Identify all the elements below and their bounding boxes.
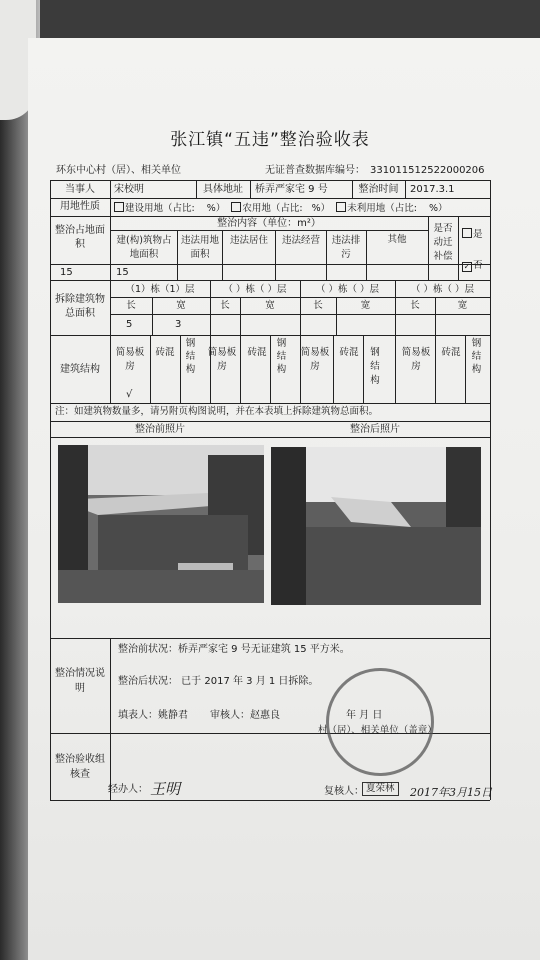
check-label: 整治验收组核查 [55,754,105,780]
rule [210,280,211,403]
width-head: 宽 [457,300,468,311]
checkbox-icon [114,202,124,212]
col-illegal-business: 违法经营 [281,235,320,246]
checkbox-icon [336,202,346,212]
width-head: 宽 [360,300,371,311]
struct-steel: 钢结构 [276,338,287,375]
relocate-yes: 是 [462,228,483,241]
relocate-no: ✓ 否 [463,260,483,271]
struct-simple: 简易板房 [207,347,237,372]
building-area-value: 15 [116,267,129,278]
photo-before [58,445,264,603]
rule [180,335,181,403]
length-head: 长 [126,300,136,311]
check-mark: √ [126,389,133,400]
struct-brick: 砖混 [339,347,359,358]
address-label: 具体地址 [203,184,243,195]
width-head: 宽 [176,300,186,311]
rule [50,421,490,422]
struct-simple: 简易板房 [300,347,330,372]
seal-date: 年 月 日 [346,710,383,721]
rule [250,180,251,198]
db-number-label: 无证普查数据库编号： [265,165,365,176]
rule [50,264,490,265]
seal-line: 村（居）、相关单位（盖章） [318,725,437,736]
col-illegal-residence: 违法居住 [229,235,268,246]
rule [395,280,396,403]
struct-steel: 钢结构 [471,338,482,375]
landuse-label: 用地性质 [60,201,100,212]
rule [326,230,327,280]
rule [50,437,490,438]
rule [405,180,406,198]
address-value: 桥弄严家宅 9 号 [255,184,328,195]
checked-box-icon: ✓ [463,262,471,271]
width-value: 3 [175,319,182,330]
rechecker-label: 复核人： [324,786,364,797]
photo-before-label: 整治前照片 [135,424,185,435]
rechecker-signature: 夏荣林 [362,782,399,796]
rule [177,230,178,280]
db-number: 331011512522000206 [370,165,485,176]
col-illegal-pollution: 违法排污 [331,235,361,260]
party-value: 宋校明 [114,184,144,195]
rule [150,335,151,403]
rule [465,335,466,403]
rule [458,216,459,280]
explain-label: 整治情况说明 [55,668,105,694]
length-head: 长 [220,300,230,311]
struct-label: 建筑结构 [60,364,100,375]
rule [110,230,428,231]
rule [50,180,490,181]
rule [270,335,271,403]
struct-steel: 钢结构 [370,347,380,386]
rule [333,335,334,403]
struct-brick: 砖混 [247,347,267,358]
handler-label: 经办人： [108,784,148,795]
struct-simple: 简易板房 [115,347,145,372]
landuse-options: 建设用地（占比: %） 农用地（占比: %） 未利用地（占比: %） [114,202,448,215]
rule [300,280,301,403]
rule [363,335,364,403]
rule [50,800,490,801]
demolish-label: 拆除建筑物总面积 [55,294,105,319]
relocate-label: 是否动迁补偿 [433,223,453,262]
date-label: 整治时间 [358,184,399,195]
reviewer: 审核人：赵惠良 [210,710,280,721]
building-head-1: （1）栋（1）层 [125,284,195,295]
photo-after-label: 整治后照片 [350,424,400,435]
note-text: 注：如建筑物数量多，请另附页构图说明，并在本表填上拆除建筑物总面积。 [55,406,379,417]
rule [222,230,223,280]
building-head-2: （ ）栋（ ）层 [223,284,287,295]
checkbox-icon [231,202,241,212]
struct-brick: 砖混 [155,347,175,358]
building-head-4: （ ）栋（ ）层 [410,284,475,295]
rule [110,638,111,800]
rule [50,216,490,217]
date-value: 2017.3.1 [410,184,455,195]
filler: 填表人：姚静君 [118,710,188,721]
rule [50,280,490,281]
handler-signature: 王明 [150,780,181,798]
rule [240,335,241,403]
rule [366,230,367,280]
village-label: 环东中心村（居）、相关单位 [56,165,181,176]
village-seal-icon [326,668,434,776]
col-other: 其他 [387,234,407,245]
area-label: 整治占地面积 [55,225,105,250]
party-label: 当事人 [65,184,95,195]
col-illegal-land: 违法用地面积 [180,235,219,260]
rule [50,180,51,800]
area-total: 15 [60,267,73,278]
struct-brick: 砖混 [441,347,461,358]
after-status: 整治后状况： 已于 2017 年 3 月 1 日拆除。 [118,676,319,687]
check-date: 2017年3月15日 [410,786,492,799]
rule [275,230,276,280]
struct-steel: 钢结构 [185,338,196,375]
struct-simple: 简易板房 [401,347,431,372]
rule [50,638,490,639]
photo-after [271,447,481,605]
rule [50,403,490,404]
col-building-area: 建(构)筑物占地面积 [116,235,172,260]
rule [490,180,491,800]
length-value: 5 [126,319,133,330]
rule [435,335,436,403]
content-label: 整治内容（单位：m²） [217,218,321,229]
checkbox-icon [462,228,472,238]
building-head-3: （ ）栋（ ）层 [315,284,380,295]
rule [50,198,490,199]
length-head: 长 [313,300,323,311]
length-head: 长 [410,300,420,311]
form-title: 张江镇“五违”整治验收表 [170,130,370,150]
before-status: 整治前状况：桥弄严家宅 9 号无证建筑 15 平方米。 [118,644,350,655]
width-head: 宽 [265,300,275,311]
